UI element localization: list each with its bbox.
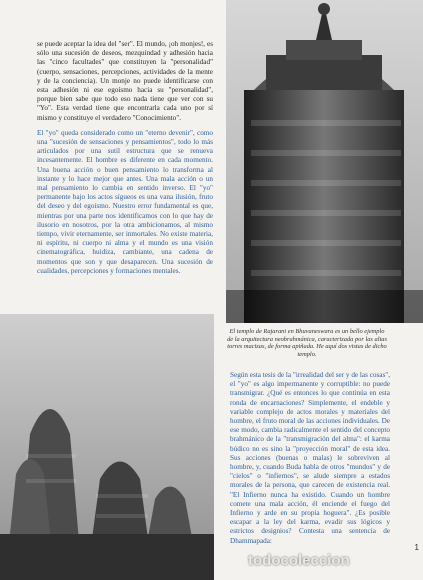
paragraph-2: El "yo" queda considerado como un "eterno devenir", como una "sucesión de sensaciones y pensamientos", todo lo más articulados por una sutil estructura que se renueva incesantemente. El hombre es diferente en cada momento. Una buena acción o buen pensamiento lo transforma al instante y lo hace mejor que antes. Una mala acción o un mal pensamiento lo cambia en sentido inverso. El "yo" permanente bajo los actos sígueos es una vana ilusión, fruto del deseo y del egoísmo. Nuestro error fundamental es que, mientras por una parte nos identificamos con lo que hay de ilusorio en nosotros, por la otra ambicionamos, al mismo tiempo, vivir eternamente, ser inmortales. No existe materia, ni espíritu, ni cuerpo ni alma y el mundo es una visión cinematográfica, huidiza, cambiante, una cadena de momentos que son y que desaparecen. Una sucesión de cualidades, percepciones y formaciones mentales. — [37, 128, 213, 275]
temple-complex-photo — [0, 314, 214, 580]
temple-tower-photo — [226, 0, 423, 323]
paragraph-3: Según esta tesis de la "irrealidad del ser y de las cosas", el "yo" es algo impermanente y corruptible: no puede transmigrar. ¿Qué es entonces lo que continúa en esta ronda de encarnaciones? Simplemente, el endeble y variable complejo de actos morales y materiales del hombre, el fruto moral de las acciones individuales. De ese modo, cambia radicalmente el sentido del concepto brahmánico de la "transmigración del alma": el karma búdico no es sino la "proyección moral" de esta idea. Sus acciones (buenas o malas) le sobreviven al hombre, y, cuando Buda habla de otros "mundos" y de "cielos" o "infiernos", se alude siempre a estados morales de la persona, que carecen de existencia real. "El Infierno nunca ha existido. Cuando un hombre comete una mala acción, él enciende el fuego del Infierno y arde en su propia hoguera". ¿Es posible escapar a la ley del karma, evadir sus lógicos y estrictos designios? Contesta una sentencia de Dhammapada: — [230, 371, 390, 545]
article-text-left — [37, 40, 213, 282]
site-watermark: todocoleccion — [248, 552, 350, 569]
photo-caption: El templo de Rajarani en Bhuvaneswara es un bello ejemplo de la arquitectura neobrahmánica, caracterizada por las altas torres macizas, de forma apiñada. He aquí dos vistas de dicho templo. — [227, 328, 387, 358]
paragraph-1: se puede aceptar la idea del "ser". El mundo, ¡oh monjes!, es sólo una sucesión de deseos, mezquindad y adhesión hacia las "cinco facultades" que constituyen la "personalidad" (cuerpo, sensaciones, percepciones, actividades de la mente y de la conciencia). Un monje no puede identificarse con esta adhesión ni ese egoísmo hacia su "personalidad", porque bien sabe que todo eso nada tiene que ver con su "Yo". Esta verdad tiene que encontrarla cada uno por sí mismo y constituye el verdadero "Conocimiento". — [37, 40, 213, 122]
page-number: 1 — [414, 543, 419, 552]
article-text-right — [230, 371, 390, 552]
